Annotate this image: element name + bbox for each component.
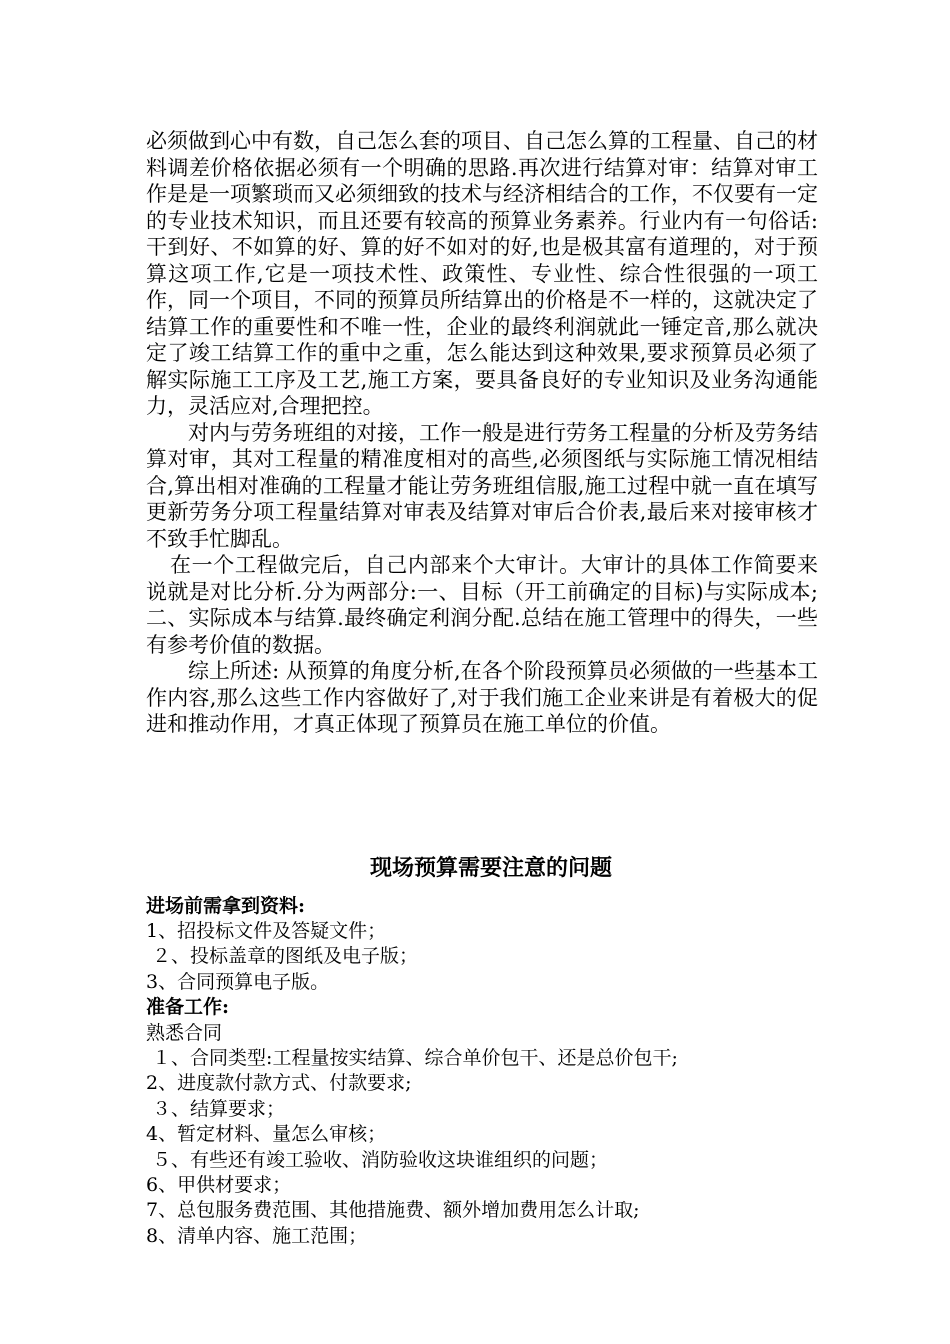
prep-item: ５、有些还有竣工验收、消防验收这块谁组织的问题； (146, 1148, 609, 1171)
paragraph-summary: 综上所述: 从预算的角度分析,在各个阶段预算员必须做的一些基本工作内容,那么这些工作内容做好了,对于我们施工企业来讲是有着极大的促进和推动作用，才真正体现了预算员在施工单位的价值。 (146, 659, 818, 736)
paragraph-internal-audit: 在一个工程做完后，自己内部来个大审计。大审计的具体工作简要来说就是对比分析.分为两部分:一、目标（开工前确定的目标)与实际成本;二、实际成本与结算.最终确定利润分配.总结在施工管理中的得失，一些有参考价值的数据。 (146, 553, 818, 657)
prep-item: 2、进度款付款方式、付款要求; (146, 1072, 412, 1095)
paragraph-labor-team: 对内与劳务班组的对接，工作一般是进行劳务工程量的分析及劳务结算对审，其对工程量的精准度相对的高些,必须图纸与实际施工情况相结合,算出相对准确的工程量才能让劳务班组信服,施工过程中就一直在填写更新劳务分项工程量结算对审表及结算对审后合价表,最后来对接审核才不致手忙脚乱。 (146, 420, 818, 551)
prep-item: 7、总包服务费范围、其他措施费、额外增加费用怎么计取; (146, 1199, 640, 1222)
materials-heading: 进场前需拿到资料: (146, 894, 306, 917)
prep-item: 8、清单内容、施工范围； (146, 1224, 368, 1247)
materials-item: 1、招投标文件及答疑文件； (146, 919, 387, 942)
section-spacer (146, 738, 818, 854)
prep-item: 4、暂定材料、量怎么审核； (146, 1123, 387, 1146)
prep-item: ３、结算要求； (146, 1097, 286, 1120)
prep-heading: 准备工作: (146, 996, 230, 1019)
prep-subheading: 熟悉合同 (146, 1021, 223, 1044)
materials-item: ２、投标盖章的图纸及电子版； (146, 945, 419, 968)
prep-item: １、合同类型:工程量按实结算、综合单价包干、还是总价包干; (146, 1046, 678, 1069)
document-page (146, 128, 818, 1249)
section-title: 现场预算需要注意的问题 (369, 854, 612, 881)
materials-item: 3、合同预算电子版。 (146, 970, 330, 993)
paragraph-settlement-review: 必须做到心中有数，自己怎么套的项目、自己怎么算的工程量、自己的材料调差价格依据必须有一个明确的思路.再次进行结算对审：结算对审工作是是一项繁琐而又必须细致的技术与经济相结合的工作，不仅要有一定的专业技术知识，而且还要有较高的预算业务素养。行业内有一句俗话:干到好、不如算的好、算的好不如对的好,也是极其富有道理的，对于预算这项工作,它是一项技术性、政策性、专业性、综合性很强的一项工作，同一个项目，不同的预算员所结算出的价格是不一样的，这就决定了结算工作的重要性和不唯一性，企业的最终利润就此一锤定音,那么就决定了竣工结算工作的重中之重，怎么能达到这种效果,要求预算员必须了解实际施工工序及工艺,施工方案，要具备良好的专业知识及业务沟通能力，灵活应对,合理把控。 (146, 129, 818, 418)
prep-item: 6、甲供材要求； (146, 1173, 292, 1196)
